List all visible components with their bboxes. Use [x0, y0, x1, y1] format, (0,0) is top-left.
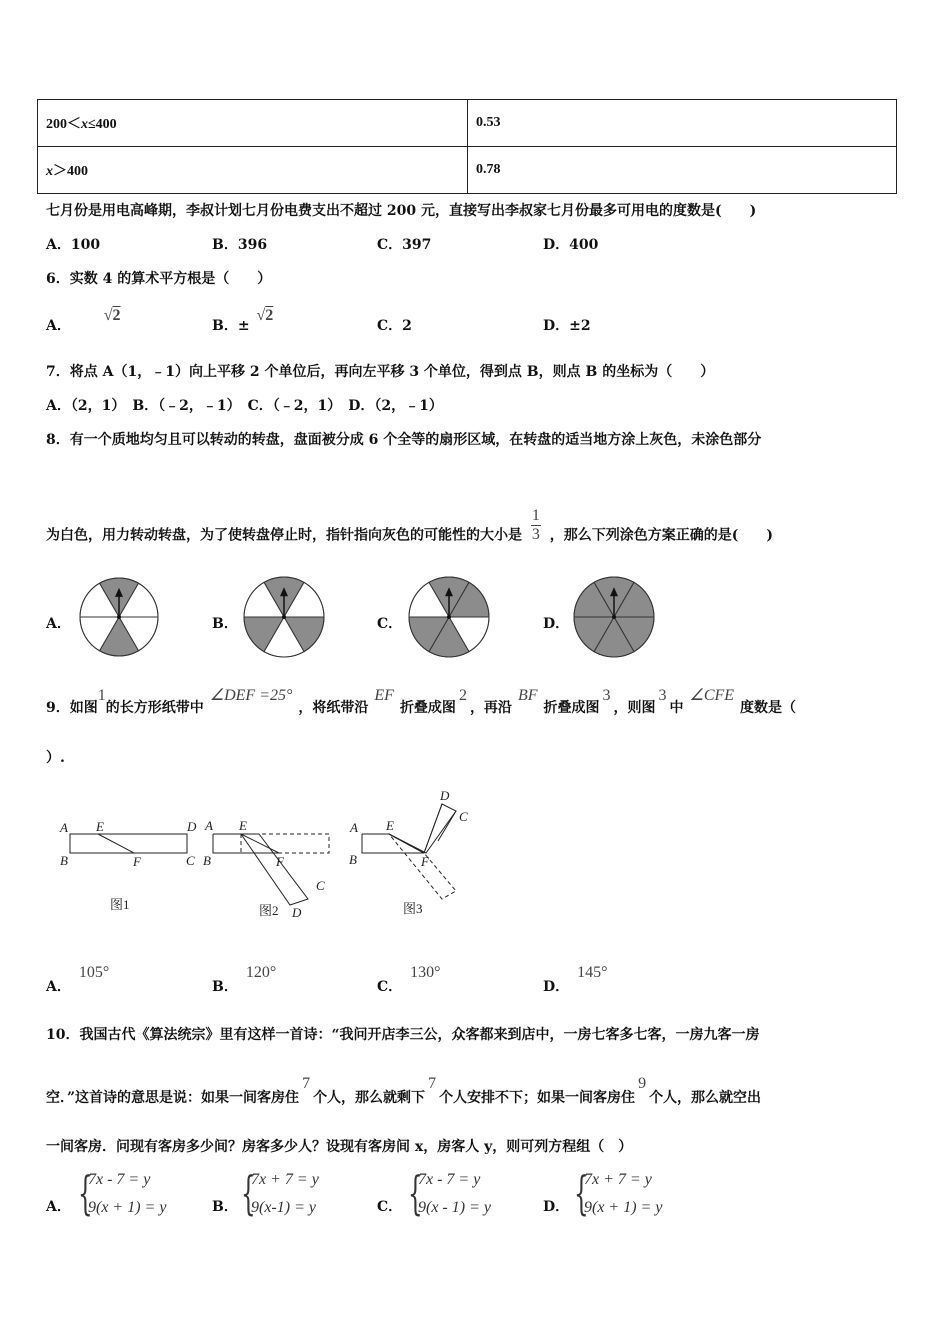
fig1-label-e: E	[96, 819, 104, 834]
range-cell: 200＜x≤400	[38, 100, 468, 147]
q10-option-d-label[interactable]: D．	[543, 1199, 570, 1215]
fig1-label-f: F	[133, 854, 141, 869]
fig1-fold-line	[98, 834, 134, 853]
price-cell: 0.78	[468, 147, 897, 194]
q9-option-d[interactable]: D．145°	[543, 964, 608, 995]
fig2-label-e: E	[239, 818, 247, 833]
spinner-pivot	[117, 615, 121, 619]
fig1-label-b: B	[60, 853, 68, 868]
fig3-strip	[362, 834, 424, 853]
q10-line3: 一间客房．问现有客房多少间？房客多少人？设现有客房间 x，房客人 y，则可列方程组（ ）	[46, 1139, 633, 1155]
q6-option-d[interactable]: D．±2	[543, 318, 591, 334]
fig2-label-d: D	[292, 905, 302, 920]
angle-def: ∠DEF =25°	[209, 687, 293, 704]
table-row	[38, 100, 897, 147]
q7-options[interactable]: A．（2，1） B．（﹣2，﹣1） C．（﹣2，1） D．（2，﹣1）	[46, 398, 443, 414]
fig3-label-d: D	[440, 788, 450, 803]
fig3-label-f: F	[421, 854, 429, 869]
fig3-label-a: A	[350, 820, 358, 835]
q6-option-b[interactable]: B．± √2	[212, 307, 274, 334]
q10-system-d[interactable]: { 7x + 7 = y 9(x + 1) = y	[574, 1166, 663, 1220]
range-cell: x＞400	[38, 147, 468, 194]
q10-system-c[interactable]: { 7x - 7 = y 9(x - 1) = y	[408, 1166, 491, 1220]
q6-text: 6．实数 4 的算术平方根是（ ）	[46, 271, 272, 287]
table-row	[38, 147, 897, 194]
q9-option-c[interactable]: C．130°	[377, 964, 441, 995]
q8-option-c-label[interactable]: C．	[377, 616, 403, 632]
q6-option-a[interactable]: A． √2	[46, 307, 121, 334]
spinner-pivot	[447, 615, 451, 619]
q10-system-b[interactable]: { 7x + 7 = y 9(x-1) = y	[241, 1166, 319, 1220]
q10-line1: 10．我国古代《算法统宗》里有这样一首诗：“我问开店李三公，众客都来到店中，一房七客多七客，一房九客一房	[46, 1027, 760, 1043]
q9-figures	[55, 785, 475, 925]
q10-option-a-label[interactable]: A．	[46, 1199, 71, 1215]
fig2-label-b: B	[203, 853, 211, 868]
fig2-caption: 图2	[259, 903, 279, 918]
fig3-label-b: B	[349, 852, 357, 867]
q10-line2: 空．”这首诗的意思是说：如果一间客房住7个人，那么就剩下7个人安排不下；如果一间客房住9个人，那么就空出	[46, 1075, 762, 1106]
q8-line1: 8．有一个质地均匀且可以转动的转盘，盘面被分成 6 个全等的扇形区域，在转盘的适当地方涂上灰色，未涂色部分	[46, 432, 762, 448]
fig2-label-c: C	[316, 878, 325, 893]
fig2-label-f: F	[276, 854, 284, 869]
q9-line1: 9．如图1的长方形纸带中∠DEF =25°，将纸带沿EF折叠成图2，再沿BF折叠成图3，则图3中∠CFE度数是（	[46, 687, 797, 716]
q5-option-a[interactable]: A．100	[46, 237, 101, 253]
q10-system-a[interactable]: { 7x - 7 = y 9(x + 1) = y	[78, 1166, 167, 1220]
fig1-label-a: A	[60, 820, 68, 835]
q8-option-d-label[interactable]: D．	[543, 616, 570, 632]
q9-line2: ）.	[46, 750, 65, 766]
q8-line2: 为白色，用力转动转盘，为了使转盘停止时，指针指向灰色的可能性的大小是 $\frac{1}{3}$ ，那么下列涂色方案正确的是( )	[46, 507, 773, 544]
spinner-pivot	[282, 615, 286, 619]
fig1-label-d: D	[187, 819, 197, 834]
fig1-label-c: C	[186, 853, 195, 868]
angle-cfe: ∠CFE	[689, 687, 735, 704]
fig2-folded-flap	[241, 834, 308, 905]
rate-table	[37, 99, 897, 194]
q10-option-c-label[interactable]: C．	[377, 1199, 403, 1215]
fig3-label-e: E	[386, 818, 394, 833]
q6-option-c[interactable]: C．2	[377, 318, 412, 334]
q8-option-b-label[interactable]: B．	[212, 616, 238, 632]
fig3-label-c: C	[459, 809, 468, 824]
spinner-pivot	[612, 615, 616, 619]
spinner-a[interactable]	[79, 576, 159, 658]
q5-text: 七月份是用电高峰期，李叔计划七月份电费支出不超过 200 元，直接写出李叔家七月份最多可用电的度数是( )	[46, 203, 757, 219]
spinner-c[interactable]	[407, 576, 491, 658]
q9-option-a[interactable]: A．105°	[46, 964, 110, 995]
spinner-b[interactable]	[243, 576, 325, 658]
q5-option-d[interactable]: D．400	[543, 237, 599, 253]
q5-option-c[interactable]: C．397	[377, 237, 432, 253]
q5-option-b[interactable]: B．396	[212, 237, 268, 253]
q10-option-b-label[interactable]: B．	[212, 1199, 238, 1215]
fig2-strip	[213, 834, 279, 853]
q9-option-b[interactable]: B．120°	[212, 964, 277, 995]
price-cell: 0.53	[468, 100, 897, 147]
fig3-caption: 图3	[403, 901, 423, 916]
fig2-dashed-original	[241, 834, 329, 853]
spinner-d[interactable]	[573, 576, 655, 658]
fraction-one-third: $\frac{1}{3}$	[531, 507, 540, 543]
q7-text: 7．将点 A（1，﹣1）向上平移 2 个单位后，再向左平移 3 个单位，得到点 B，则点 B 的坐标为（ ）	[46, 364, 715, 380]
q8-option-a-label[interactable]: A．	[46, 616, 71, 632]
fig1-caption: 图1	[110, 897, 130, 912]
fig2-label-a: A	[205, 818, 213, 833]
